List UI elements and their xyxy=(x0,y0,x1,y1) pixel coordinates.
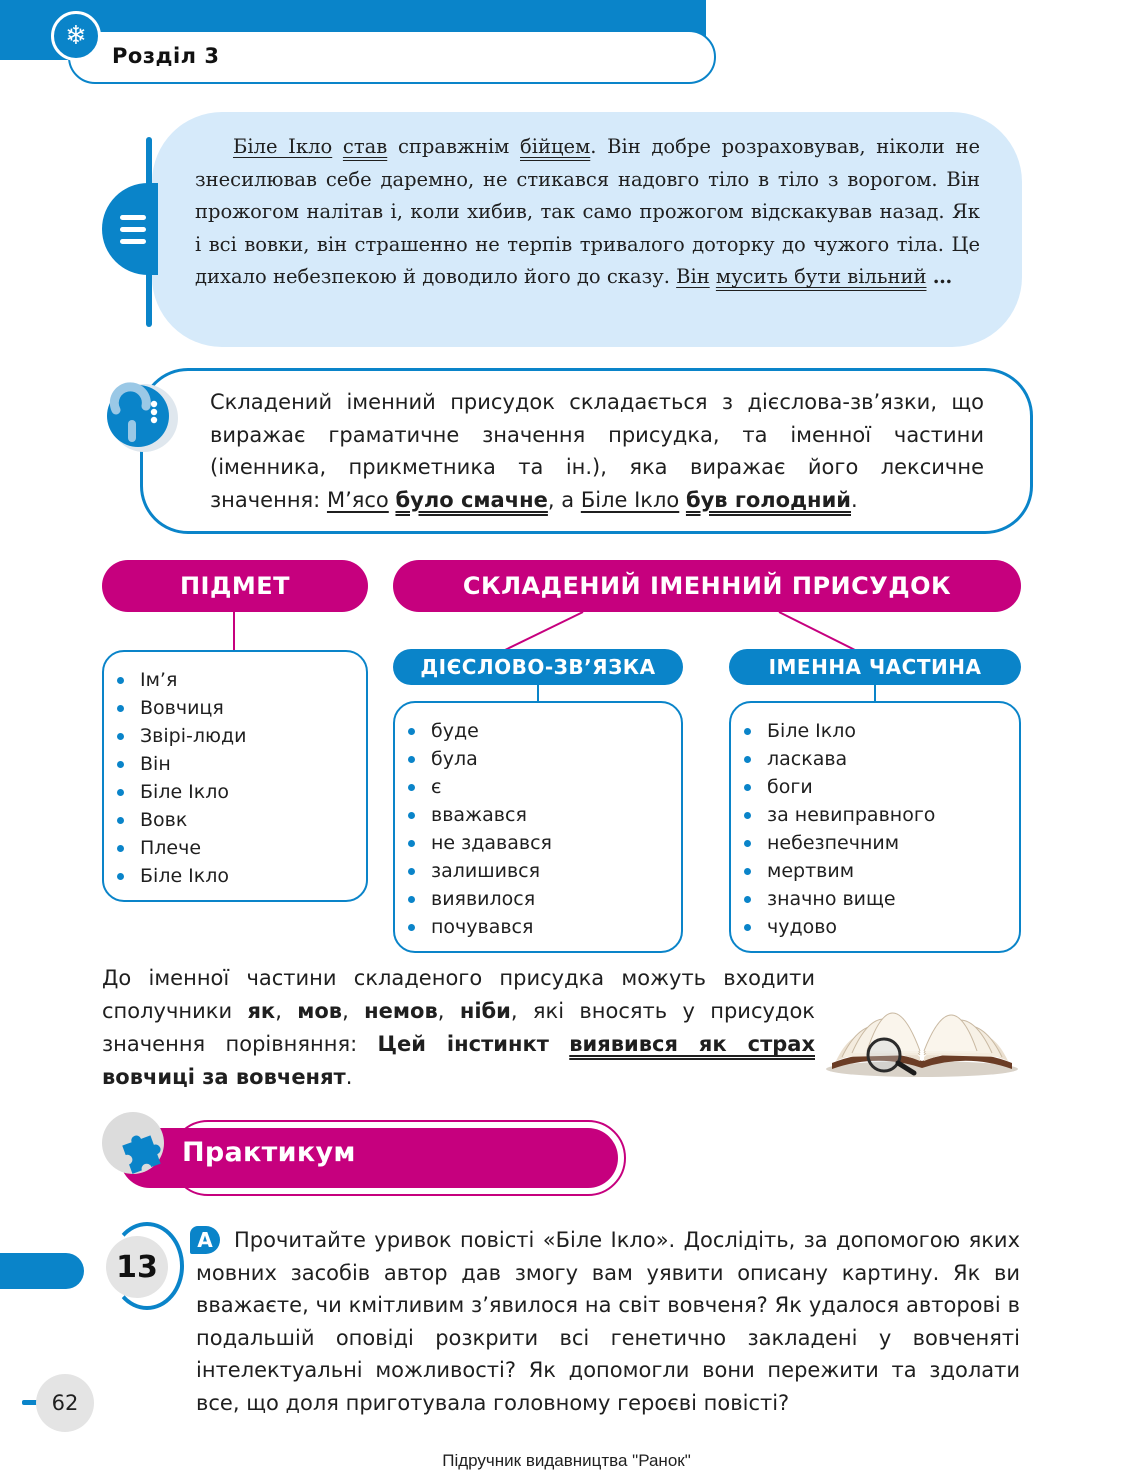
exercise-text: Прочитайте уривок повісті «Біле Ікло». Дослідіть, за допомогою яких мовних засобів автор дав змогу вам уявити описану картину. Як ви вважаєте, чи кмітливим з’явилося на світ вовченя? Як удалося авторові в подальшій оповіді розкрити всі генетично закладені у вовченяті інтелектуальні можливості? Як допомогли вони пережити та здолати все, що доля приготувала головному героєві повісті? xyxy=(196,1228,1020,1415)
predicate-header: СКЛАДЕНИЙ ІМЕННИЙ ПРИСУДОК xyxy=(393,560,1021,612)
list-item: є xyxy=(395,773,552,801)
excerpt-subject: Біле Ікло xyxy=(233,135,333,158)
nominal-connector xyxy=(874,685,876,701)
list-item: залишився xyxy=(395,857,552,885)
nominal-part-header: ІМЕННА ЧАСТИНА xyxy=(729,649,1021,685)
nominal-list-box xyxy=(729,701,1021,953)
puzzle-icon xyxy=(118,1125,168,1175)
link-verb-list xyxy=(395,717,552,941)
list-item: буде xyxy=(395,717,552,745)
excerpt-nominal: бійцем xyxy=(520,135,591,158)
excerpt-link-verb: став xyxy=(342,135,388,158)
comparison-paragraph: До іменної частини складеного присудка можуть входити сполучники як, мов, немов, ніби, які вносять у присудок значення порівняння: Цей інстинкт виявився як страх вовчиці за вовченят. xyxy=(102,966,815,1089)
link-verb-connector xyxy=(537,685,539,701)
rule-example-predicate-2: був голодний xyxy=(685,487,851,512)
list-item: боги xyxy=(731,773,935,801)
excerpt-predicate-2: мусить бути вільний xyxy=(715,265,927,288)
list-item: Ім’я xyxy=(104,666,246,694)
exercise-level-badge: А xyxy=(190,1226,220,1254)
subject-list-box xyxy=(102,650,368,902)
section-title: Розділ 3 xyxy=(112,44,220,68)
comparison-example-predicate: виявився як страх xyxy=(569,1032,815,1056)
list-item: Звірі-люди xyxy=(104,722,246,750)
link-verb-header: ДІЄСЛОВО-ЗВ’ЯЗКА xyxy=(393,649,683,685)
predicate-connectors xyxy=(393,610,1021,652)
list-item: не здавався xyxy=(395,829,552,857)
rule-example-predicate-1: було смачне xyxy=(395,487,548,512)
list-item: за невиправного xyxy=(731,801,935,829)
question-icon xyxy=(102,380,182,460)
text-lines-icon xyxy=(102,183,158,275)
list-item: чудово xyxy=(731,913,935,941)
praktykum-title: Практикум xyxy=(182,1137,356,1168)
publisher-footer: Підручник видавництва "Ранок" xyxy=(442,1451,691,1470)
book-image xyxy=(822,965,1022,1080)
left-tab xyxy=(0,1253,84,1289)
list-item: ласкава xyxy=(731,745,935,773)
list-item: мертвим xyxy=(731,857,935,885)
snowflake-icon: ❄ xyxy=(51,11,101,61)
page-number: 62 xyxy=(36,1374,94,1432)
rule-text: Складений іменний присудок складається з дієслова-зв’язки, що виражає граматичне значення присудка, та іменної частини (іменника, прикметника та ін.), яка виражає його лексичне значення: М’ясо було смачне, а Біле Ікло був голодний. xyxy=(210,390,984,512)
link-verb-list-box xyxy=(393,701,683,953)
list-item: Він xyxy=(104,750,246,778)
excerpt-text: Біле Ікло став справжнім бійцем. Він добре розраховував, ніколи не знесилював себе даремно, не стикався надовго тіло в тіло з ворогом. Він прожогом налітав і, коли хибив, так само прожогом відскакував назад. Як і всі вовки, він страшенно не терпів тривалого доторку до чужого тіла. Це дихало небезпекою й доводило його до сказу. Він мусить бути вільний … xyxy=(195,135,981,288)
list-item: Плече xyxy=(104,834,246,862)
comparison-example-subject: Цей інстинкт xyxy=(377,1032,549,1056)
list-item: Вовчиця xyxy=(104,694,246,722)
excerpt-subject-2: Він xyxy=(676,265,710,288)
rule-example-subject-1: М’ясо xyxy=(326,487,389,512)
list-item: Біле Ікло xyxy=(104,778,246,806)
list-item: вважався xyxy=(395,801,552,829)
list-item: виявилося xyxy=(395,885,552,913)
subject-connector xyxy=(233,612,235,650)
list-item: Біле Ікло xyxy=(731,717,935,745)
subject-header: ПІДМЕТ xyxy=(102,560,368,612)
exercise-number: 13 xyxy=(106,1236,168,1298)
list-item: була xyxy=(395,745,552,773)
subject-list xyxy=(104,666,246,890)
list-item: Вовк xyxy=(104,806,246,834)
list-item: небезпечним xyxy=(731,829,935,857)
rule-example-subject-2: Біле Ікло xyxy=(580,487,680,512)
nominal-list xyxy=(731,717,935,941)
list-item: почувався xyxy=(395,913,552,941)
list-item: Біле Ікло xyxy=(104,862,246,890)
list-item: значно вище xyxy=(731,885,935,913)
